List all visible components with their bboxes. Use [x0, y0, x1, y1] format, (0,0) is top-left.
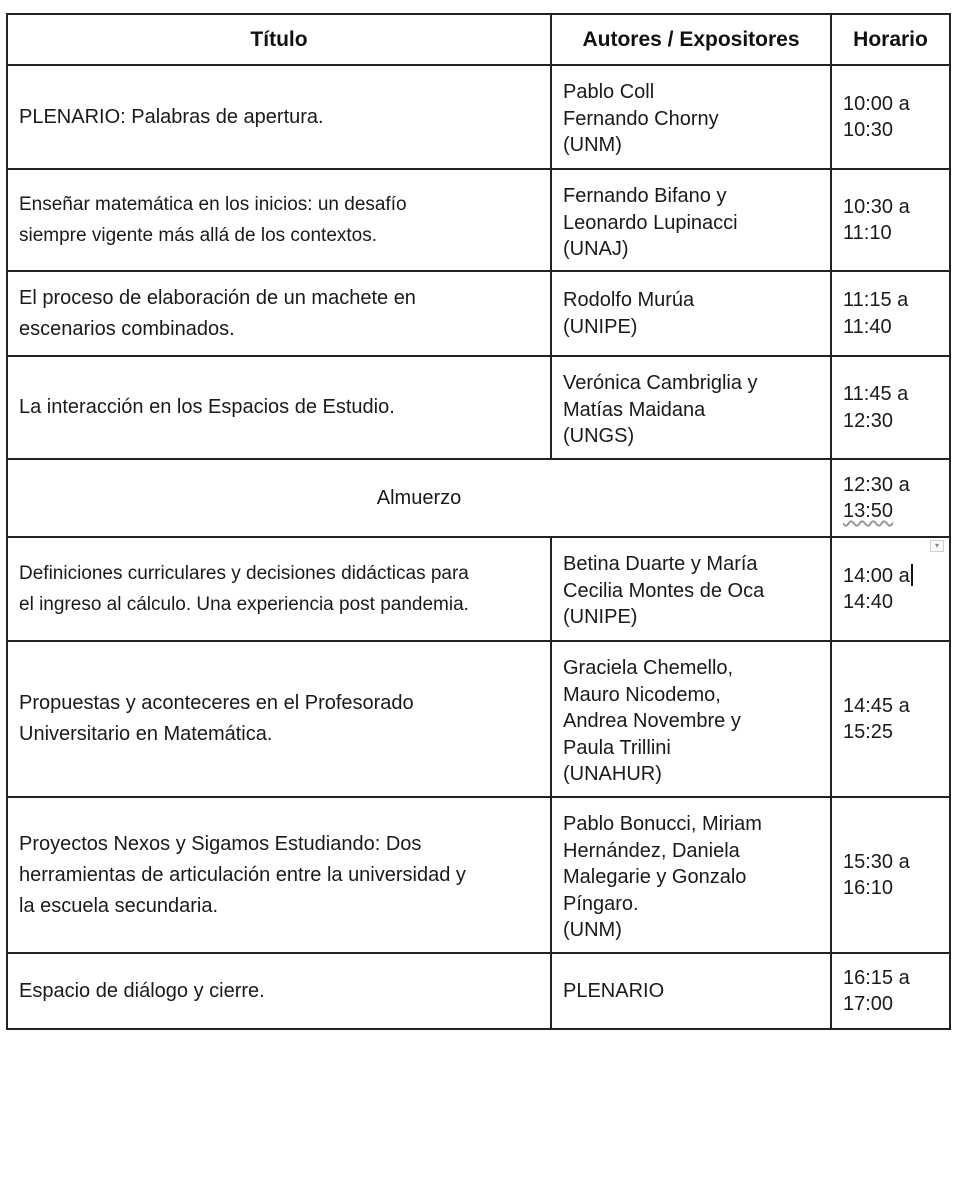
time-start-with-cursor: [843, 563, 949, 590]
session-authors-cell[interactable]: [551, 537, 831, 641]
author-line: Fernando Bifano y: [563, 185, 727, 207]
time-start: 14:45 a: [843, 694, 910, 717]
author-line: Mauro Nicodemo,: [563, 683, 721, 706]
author-line: Verónica Cambriglia y: [563, 372, 758, 394]
session-title-line: herramientas de articulación entre la universidad y: [19, 863, 466, 886]
time-start: 11:45 a: [843, 383, 909, 405]
table-row: [7, 537, 950, 641]
time-start: 16:15 a: [843, 966, 910, 989]
author-line: Andrea Novembre y: [563, 710, 741, 732]
author-line: Fernando Chorny: [563, 107, 719, 130]
time-end: 12:30: [843, 409, 894, 432]
time-start: 11:15 a: [843, 289, 909, 311]
session-authors-cell[interactable]: [551, 797, 831, 953]
session-title-line: escenarios combinados.: [19, 317, 235, 340]
author-line: Hernández, Daniela: [563, 839, 740, 862]
session-title-cell[interactable]: [7, 537, 551, 641]
session-time-cell[interactable]: [831, 356, 950, 459]
table-row: [7, 953, 950, 1029]
time-end: 10:30: [843, 119, 894, 141]
author-line: Pablo Bonucci, Miriam: [563, 813, 762, 835]
session-title-line: Universitario en Matemática.: [19, 723, 273, 745]
chevron-down-icon[interactable]: ▾: [930, 540, 944, 552]
author-line: Graciela Chemello,: [563, 657, 734, 679]
time-end: 17:00: [843, 993, 894, 1015]
author-line: (UNAHUR): [563, 763, 662, 785]
table-row: [7, 797, 950, 953]
time-start: 10:00 a: [843, 92, 910, 115]
session-time-cell[interactable]: [831, 271, 950, 356]
lunch-cell[interactable]: [7, 459, 831, 537]
author-line: Leonardo Lupinacci: [563, 211, 738, 234]
session-time-cell[interactable]: [831, 459, 950, 537]
author-line: (UNM): [563, 919, 622, 941]
time-end: 16:10: [843, 877, 894, 899]
time-start: 12:30 a: [843, 473, 910, 496]
author-line: (UNAJ): [563, 238, 629, 260]
session-time-cell[interactable]: [831, 65, 950, 169]
author-line: Pablo Coll: [563, 81, 655, 103]
session-authors-cell[interactable]: [551, 271, 831, 356]
time-end: 13:50: [843, 500, 894, 522]
session-title-line: la escuela secundaria.: [19, 894, 219, 917]
session-title: La interacción en los Espacios de Estudio.: [19, 396, 395, 418]
session-time-cell[interactable]: [831, 641, 950, 797]
author-line: (UNM): [563, 134, 622, 156]
author-line: Píngaro.: [563, 892, 639, 915]
session-time-cell[interactable]: [831, 537, 950, 641]
text-cursor: [911, 564, 913, 586]
session-time-cell[interactable]: [831, 953, 950, 1029]
session-title-line: Propuestas y aconteceres en el Profesorado: [19, 692, 414, 714]
session-time-cell[interactable]: [831, 797, 950, 953]
author-line: (UNIPE): [563, 315, 638, 338]
session-title-cell[interactable]: [7, 356, 551, 459]
author-line: Paula Trillini: [563, 736, 671, 759]
table-row: [7, 641, 950, 797]
lunch-label: Almuerzo: [376, 486, 462, 509]
session-title-cell[interactable]: [7, 169, 551, 271]
author-line: (UNIPE): [563, 606, 638, 628]
header-title: Título: [7, 14, 551, 65]
author-line: Matías Maidana: [563, 398, 706, 421]
time-start: 10:30 a: [843, 195, 910, 218]
table-row: [7, 271, 950, 356]
table-row: [7, 169, 950, 271]
session-title-cell[interactable]: [7, 65, 551, 169]
time-end: 11:10: [843, 222, 892, 244]
header-authors: Autores / Expositores: [551, 14, 831, 65]
author-line: Rodolfo Murúa: [563, 289, 695, 311]
table-row-lunch: [7, 459, 950, 537]
time-start: 14:00 a: [843, 564, 910, 587]
session-authors-cell[interactable]: [551, 641, 831, 797]
time-end: 14:40: [843, 591, 894, 613]
time-end: 15:25: [843, 721, 894, 743]
schedule-table: [6, 13, 951, 1030]
table-header-row: [7, 14, 950, 65]
session-title-cell[interactable]: [7, 953, 551, 1029]
session-authors-cell[interactable]: [551, 953, 831, 1029]
session-title-line: El proceso de elaboración de un machete en: [19, 286, 416, 309]
header-time: Horario: [831, 14, 950, 65]
time-end: 11:40: [843, 315, 892, 338]
session-title-line: siempre vigente más allá de los contextos.: [19, 225, 378, 246]
session-title-cell[interactable]: [7, 641, 551, 797]
session-title-line: el ingreso al cálculo. Una experiencia post pandemia.: [19, 594, 469, 615]
session-authors-cell[interactable]: [551, 356, 831, 459]
session-title-cell[interactable]: [7, 797, 551, 953]
author-line: Betina Duarte y María: [563, 553, 758, 575]
author-line: (UNGS): [563, 425, 635, 447]
session-title-line: Definiciones curriculares y decisiones didácticas para: [19, 563, 469, 584]
author-line: Cecilia Montes de Oca: [563, 579, 765, 602]
session-title-line: Enseñar matemática en los inicios: un desafío: [19, 194, 407, 215]
author-line: PLENARIO: [563, 979, 665, 1002]
session-title: Espacio de diálogo y cierre.: [19, 979, 265, 1002]
time-start: 15:30 a: [843, 850, 910, 873]
session-title-line: Proyectos Nexos y Sigamos Estudiando: Dos: [19, 832, 422, 855]
author-line: Malegarie y Gonzalo: [563, 866, 747, 888]
session-title-cell[interactable]: [7, 271, 551, 356]
table-row: [7, 356, 950, 459]
session-title: PLENARIO: Palabras de apertura.: [19, 105, 324, 128]
session-authors-cell[interactable]: [551, 65, 831, 169]
session-time-cell[interactable]: [831, 169, 950, 271]
table-row: [7, 65, 950, 169]
session-authors-cell[interactable]: [551, 169, 831, 271]
